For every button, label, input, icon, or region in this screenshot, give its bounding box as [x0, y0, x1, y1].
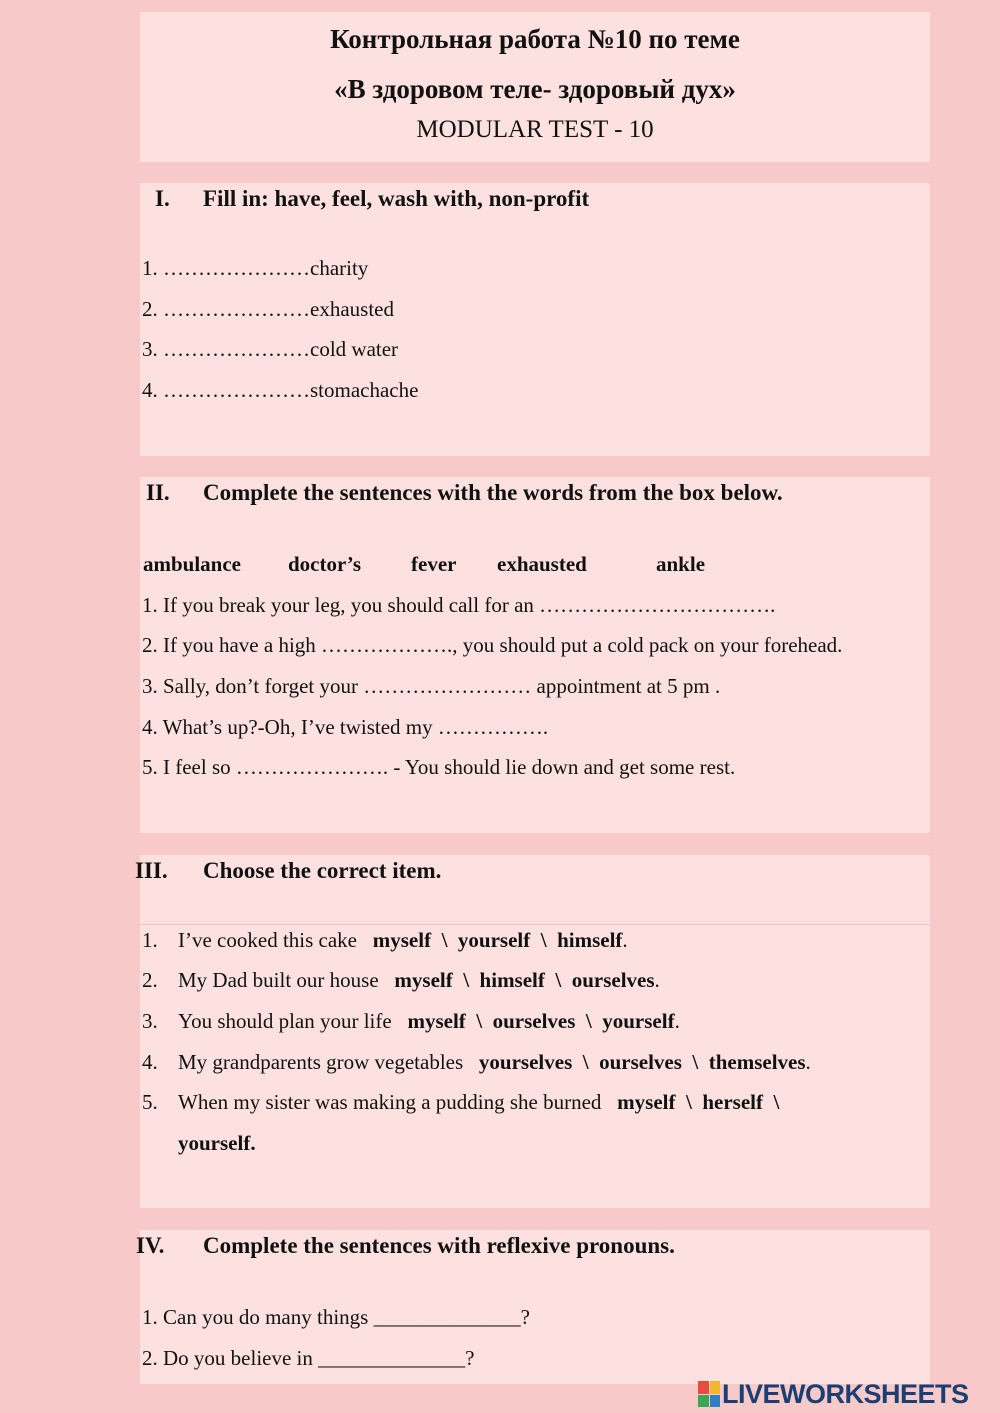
liveworksheets-icon	[698, 1381, 720, 1407]
word-box-item: fever	[411, 552, 457, 576]
choice-number: 5.	[142, 1090, 158, 1114]
choice-sentence: My Dad built our house	[178, 968, 379, 992]
word-box-item: doctor’s	[288, 552, 362, 576]
liveworksheets-logo[interactable]	[698, 1378, 969, 1410]
fill-in-item-2[interactable]: 2. …………………exhausted	[142, 297, 394, 321]
fill-in-item-1[interactable]: 1. …………………charity	[142, 256, 369, 280]
logo-square-green	[698, 1395, 709, 1408]
choice-sentence: When my sister was making a pudding she burned	[178, 1090, 602, 1114]
fill-in-item-3[interactable]: 3. …………………cold water	[142, 337, 399, 361]
sentence-item-4[interactable]: 4. What’s up?-Oh, I’ve twisted my …………….	[142, 715, 549, 739]
choice-options[interactable]: myself \ himself \ ourselves	[394, 968, 655, 992]
page-subtitle: MODULAR TEST - 10	[416, 116, 654, 143]
choice-line	[178, 1090, 779, 1115]
choice-line	[178, 928, 628, 953]
choice-number: 3.	[142, 1009, 158, 1033]
choice-sentence: My grandparents grow vegetables	[178, 1050, 464, 1074]
section-4-panel	[136, 1230, 930, 1384]
sentence-item-2[interactable]: 2. If you have a high ………………., you should put a cold pack on your forehead.	[142, 633, 843, 657]
page-title-topic: «В здоровом теле- здоровый дух»	[334, 74, 736, 104]
word-box-item: ambulance	[143, 552, 242, 576]
choice-number: 1.	[142, 928, 158, 952]
sentence-item-1[interactable]: 1. If you break your leg, you should call for an …………………………….	[142, 593, 776, 617]
section-3-panel	[135, 855, 930, 1208]
word-box-item: exhausted	[497, 552, 587, 576]
section-3-numeral: III.	[135, 858, 168, 883]
section-2-panel	[140, 477, 930, 833]
logo-square-yellow	[710, 1381, 721, 1394]
choice-end: .	[622, 928, 628, 952]
sentence-item-3[interactable]: 3. Sally, don’t forget your …………………… appointment at 5 pm .	[142, 674, 721, 698]
word-box-item: ankle	[656, 552, 706, 576]
choice-options[interactable]: myself \ yourself \ himself	[372, 928, 623, 952]
section-3-heading: Choose the correct item.	[203, 858, 442, 883]
header-panel	[140, 12, 930, 162]
section-3-divider	[140, 924, 930, 925]
logo-square-blue	[710, 1395, 721, 1408]
choice-options[interactable]: myself \ herself \	[617, 1090, 780, 1114]
page-title: Контрольная работа №10 по теме	[330, 24, 740, 54]
reflexive-item-2[interactable]: 2. Do you believe in ______________?	[142, 1346, 475, 1370]
reflexive-item-1[interactable]: 1. Can you do many things ______________?	[142, 1305, 530, 1329]
section-2-numeral: II.	[146, 480, 170, 505]
section-2-heading: Complete the sentences with the words from the box below.	[203, 480, 783, 505]
choice-sentence: I’ve cooked this cake	[178, 928, 358, 952]
logo-square-red	[698, 1381, 709, 1394]
choice-number: 2.	[142, 968, 158, 992]
choice-end: .	[674, 1009, 680, 1033]
choice-number: 4.	[142, 1050, 158, 1074]
section-1-numeral: I.	[155, 186, 170, 211]
choice-options[interactable]: myself \ ourselves \ yourself	[407, 1009, 675, 1033]
choice-sentence: You should plan your life	[178, 1009, 392, 1033]
sentence-item-5[interactable]: 5. I feel so …………………. - You should lie down and get some rest.	[142, 755, 736, 779]
section-1-panel	[140, 183, 930, 456]
choice-end: .	[654, 968, 660, 992]
section-4-heading: Complete the sentences with reflexive pronouns.	[203, 1233, 675, 1258]
fill-in-item-4[interactable]: 4. …………………stomachache	[142, 378, 419, 402]
choice-line	[178, 1050, 811, 1075]
section-4-numeral: IV.	[136, 1233, 165, 1258]
choice-line	[178, 1009, 680, 1034]
choice-options[interactable]: yourselves \ ourselves \ themselves	[478, 1050, 806, 1074]
liveworksheets-brand: LIVEWORKSHEETS	[722, 1378, 969, 1409]
choice-line	[178, 968, 660, 993]
section-1-heading: Fill in: have, feel, wash with, non-profit	[203, 186, 590, 211]
choice-options-continuation[interactable]: yourself.	[178, 1131, 256, 1155]
choice-end: .	[805, 1050, 811, 1074]
